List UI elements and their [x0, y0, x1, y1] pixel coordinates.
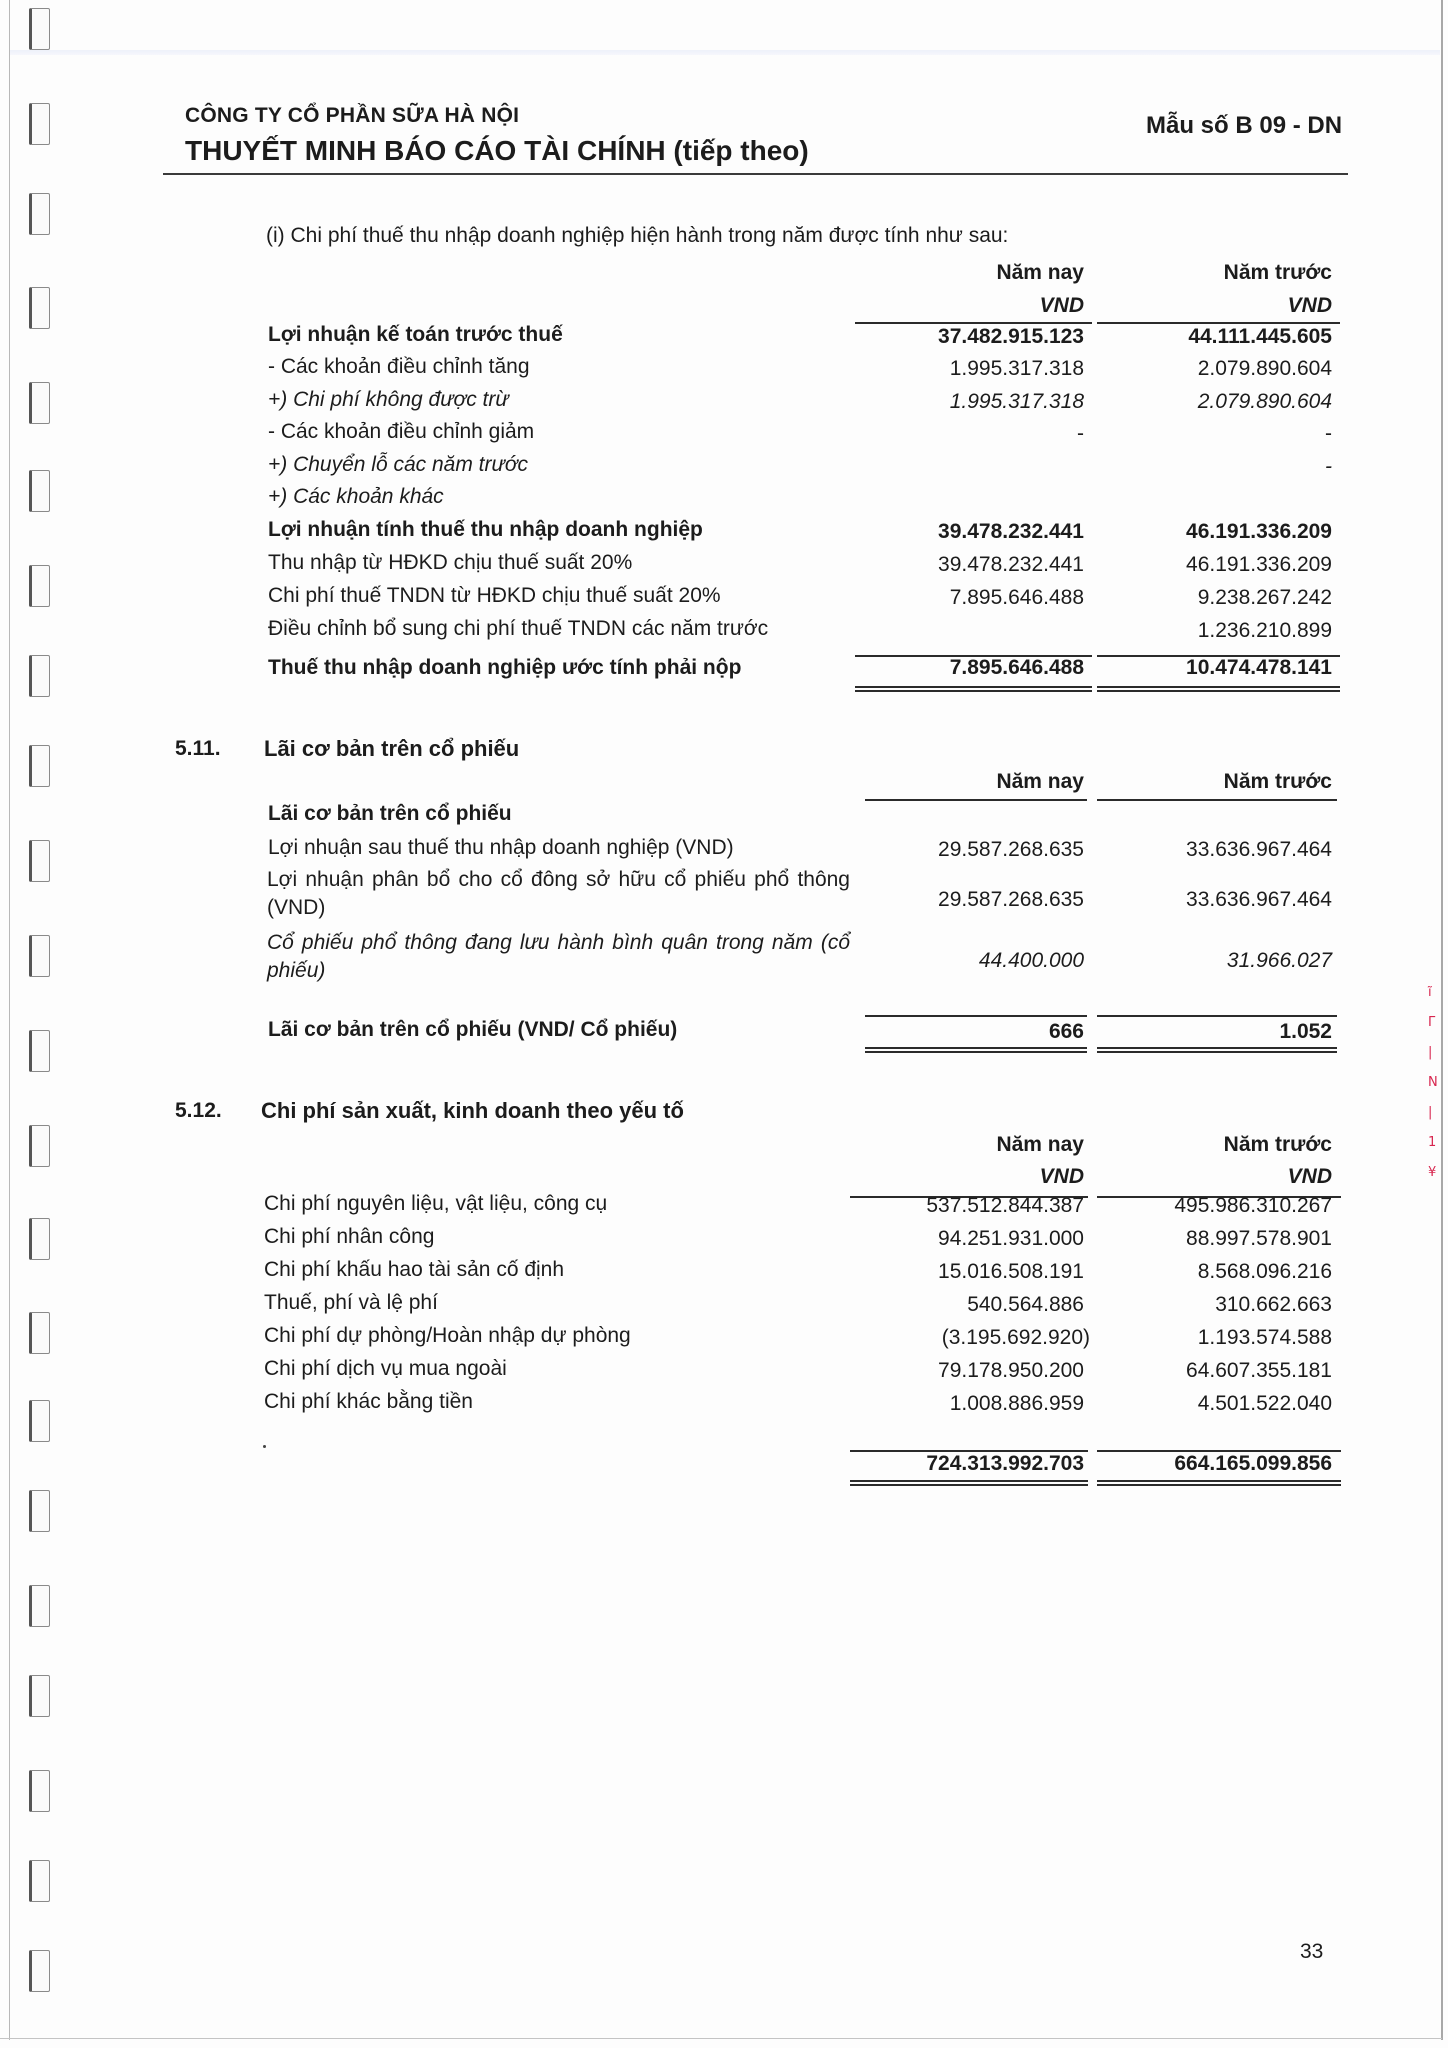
binding-hole [29, 1312, 50, 1354]
binding-hole [29, 382, 50, 424]
tax-row-current: 1.995.317.318 [949, 390, 1084, 413]
eps-row-previous: 33.636.967.464 [1186, 888, 1332, 911]
cost-row-label: Chi phí nguyên liệu, vật liệu, công cụ [264, 1192, 608, 1215]
cost-total-current: 724.313.992.703 [926, 1452, 1084, 1475]
binding-hole [29, 103, 50, 145]
eps-col-current-header: Năm nay [996, 770, 1084, 793]
tax-col-current-unit: VND [1039, 294, 1084, 317]
page-edge-bottom [0, 2038, 1442, 2039]
binding-hole [29, 1125, 50, 1167]
cost-row-current: 15.016.508.191 [938, 1260, 1084, 1283]
cost-total-previous: 664.165.099.856 [1174, 1452, 1332, 1475]
eps-row-current: 29.587.268.635 [938, 888, 1084, 911]
tax-row-previous: - [1325, 455, 1332, 478]
eps-total-rule-previous [1097, 1015, 1337, 1017]
tax-total-double-rule-previous [1097, 686, 1340, 692]
cost-row-label: Chi phí dịch vụ mua ngoài [264, 1357, 507, 1380]
tax-col-current-header: Năm nay [996, 261, 1084, 284]
eps-row-previous: 33.636.967.464 [1186, 838, 1332, 861]
tax-row-label: +) Các khoản khác [268, 485, 444, 508]
tax-row-current: - [1077, 422, 1084, 445]
page-edge-left [9, 0, 10, 2040]
tax-row-previous: 1.236.210.899 [1197, 619, 1332, 642]
cost-section-number: 5.12. [175, 1099, 222, 1122]
tax-row-label: Thu nhập từ HĐKD chịu thuế suất 20% [268, 551, 633, 574]
header-rule [163, 173, 1348, 175]
tax-row-label: Điều chỉnh bổ sung chi phí thuế TNDN các năm trước [268, 617, 769, 640]
binding-hole [29, 1585, 50, 1627]
cost-row-previous: 1.193.574.588 [1197, 1326, 1332, 1349]
tax-row-label: Lợi nhuận tính thuế thu nhập doanh nghiệp [268, 518, 703, 541]
page-edge-right [1441, 0, 1443, 2040]
binding-hole [29, 655, 50, 697]
cost-col-previous-header: Năm trước [1223, 1133, 1332, 1156]
cost-row-current: 79.178.950.200 [938, 1359, 1084, 1382]
tax-row-label: - Các khoản điều chỉnh giảm [268, 420, 535, 443]
tax-row-label: Chi phí thuế TNDN từ HĐKD chịu thuế suất 20% [268, 584, 721, 607]
tax-row-label: +) Chuyển lỗ các năm trước [268, 453, 529, 476]
cost-row-current: (3.195.692.920) [941, 1326, 1090, 1349]
tax-row-previous: 44.111.445.605 [1188, 325, 1332, 348]
tax-row-current: 1.995.317.318 [949, 357, 1084, 380]
binding-hole [29, 1400, 50, 1442]
binding-hole [29, 745, 50, 787]
cost-row-current: 94.251.931.000 [938, 1227, 1084, 1250]
cost-total-double-rule-current [850, 1480, 1088, 1486]
binding-hole [29, 840, 50, 882]
binding-hole [29, 1770, 50, 1812]
cost-row-previous: 495.986.310.267 [1174, 1194, 1332, 1217]
cost-row-label: Chi phí nhân công [264, 1225, 435, 1248]
binding-hole [29, 1860, 50, 1902]
cost-row-current: 1.008.886.959 [949, 1392, 1084, 1415]
company-name: CÔNG TY CỔ PHẦN SỮA HÀ NỘI [185, 104, 520, 127]
cost-row-previous: 64.607.355.181 [1186, 1359, 1332, 1382]
eps-subheading: Lãi cơ bản trên cổ phiếu [268, 802, 512, 825]
cost-row-previous: 310.662.663 [1215, 1293, 1332, 1316]
scan-band [10, 50, 1440, 55]
tax-header-rule-current [855, 322, 1092, 324]
cost-row-current: 537.512.844.387 [926, 1194, 1084, 1217]
binding-hole [29, 470, 50, 512]
cost-col-current-unit: VND [1039, 1165, 1084, 1188]
eps-row-previous: 31.966.027 [1226, 949, 1332, 972]
tax-col-previous-header: Năm trước [1223, 261, 1332, 284]
eps-total-current: 666 [1048, 1020, 1084, 1043]
tax-row-previous: - [1325, 422, 1332, 445]
cost-total-double-rule-previous [1097, 1480, 1341, 1486]
binding-hole [29, 1950, 50, 1992]
eps-row-current: 44.400.000 [978, 949, 1084, 972]
binding-hole [29, 1490, 50, 1532]
tax-col-previous-unit: VND [1287, 294, 1332, 317]
tax-total-double-rule-current [855, 686, 1092, 692]
red-stamp-fragment: ĩ Γ | N | 1 ¥ [1428, 985, 1438, 1180]
tax-row-label: +) Chi phí không được trừ [268, 388, 509, 411]
eps-header-rule-previous [1097, 799, 1337, 801]
tax-header-rule-previous [1097, 322, 1340, 324]
cost-row-label: Chi phí khác bằng tiền [264, 1390, 473, 1413]
cost-row-label: Thuế, phí và lệ phí [264, 1291, 438, 1314]
eps-total-label: Lãi cơ bản trên cổ phiếu (VND/ Cổ phiếu) [268, 1018, 678, 1041]
tax-row-previous: 2.079.890.604 [1197, 357, 1332, 380]
eps-total-rule-current [865, 1015, 1087, 1017]
cost-row-label: Chi phí dự phòng/Hoàn nhập dự phòng [264, 1324, 631, 1347]
tax-row-current: 7.895.646.488 [949, 586, 1084, 609]
tax-row-label: - Các khoản điều chỉnh tăng [268, 355, 530, 378]
eps-row-label: Lợi nhuận phân bổ cho cổ đông sở hữu cổ phiếu phổ thông (VND) [267, 868, 850, 919]
eps-total-previous: 1.052 [1279, 1020, 1332, 1043]
tax-total-current: 7.895.646.488 [949, 656, 1084, 679]
tax-row-previous: 46.191.336.209 [1186, 520, 1332, 543]
tax-intro: (i) Chi phí thuế thu nhập doanh nghiệp hiện hành trong năm được tính như sau: [266, 224, 1009, 247]
eps-section-number: 5.11. [175, 737, 221, 760]
cost-row-current: 540.564.886 [967, 1293, 1084, 1316]
eps-col-previous-header: Năm trước [1223, 770, 1332, 793]
eps-total-double-rule-previous [1097, 1047, 1337, 1053]
tax-total-previous: 10.474.478.141 [1186, 656, 1332, 679]
eps-total-double-rule-current [865, 1047, 1087, 1053]
eps-section-title: Lãi cơ bản trên cổ phiếu [264, 736, 520, 761]
cost-section-title: Chi phí sản xuất, kinh doanh theo yếu tố [261, 1098, 684, 1123]
cost-row-previous: 4.501.522.040 [1197, 1392, 1332, 1415]
tax-row-previous: 2.079.890.604 [1197, 390, 1332, 413]
binding-hole [29, 287, 50, 329]
page-number: 33 [1300, 1940, 1324, 1963]
tax-row-current: 39.478.232.441 [938, 553, 1084, 576]
cost-row-previous: 8.568.096.216 [1197, 1260, 1332, 1283]
binding-hole [29, 565, 50, 607]
binding-hole [29, 193, 50, 235]
eps-header-rule-current [865, 799, 1087, 801]
eps-row-label: Lợi nhuận sau thuế thu nhập doanh nghiệp (VND) [268, 836, 734, 859]
tax-row-current: 37.482.915.123 [938, 325, 1084, 348]
cost-row-label: Chi phí khấu hao tài sản cố định [264, 1258, 565, 1281]
binding-hole [29, 1030, 50, 1072]
tax-row-previous: 9.238.267.242 [1197, 586, 1332, 609]
binding-hole [29, 1218, 50, 1260]
tax-row-label: Lợi nhuận kế toán trước thuế [268, 323, 563, 346]
eps-row-label: Cổ phiếu phổ thông đang lưu hành bình quân trong năm (cổ phiếu) [267, 931, 850, 982]
binding-hole [29, 935, 50, 977]
form-code: Mẫu số B 09 - DN [1146, 112, 1343, 139]
binding-hole [29, 1675, 50, 1717]
cost-col-previous-unit: VND [1287, 1165, 1332, 1188]
document-title: THUYẾT MINH BÁO CÁO TÀI CHÍNH (tiếp theo) [185, 135, 809, 166]
stray-mark [263, 1445, 266, 1448]
cost-col-current-header: Năm nay [996, 1133, 1084, 1156]
tax-row-previous: 46.191.336.209 [1186, 553, 1332, 576]
cost-row-previous: 88.997.578.901 [1186, 1227, 1332, 1250]
binding-hole [29, 8, 50, 50]
tax-row-current: 39.478.232.441 [938, 520, 1084, 543]
tax-total-label: Thuế thu nhập doanh nghiệp ước tính phải nộp [268, 656, 742, 679]
eps-row-current: 29.587.268.635 [938, 838, 1084, 861]
